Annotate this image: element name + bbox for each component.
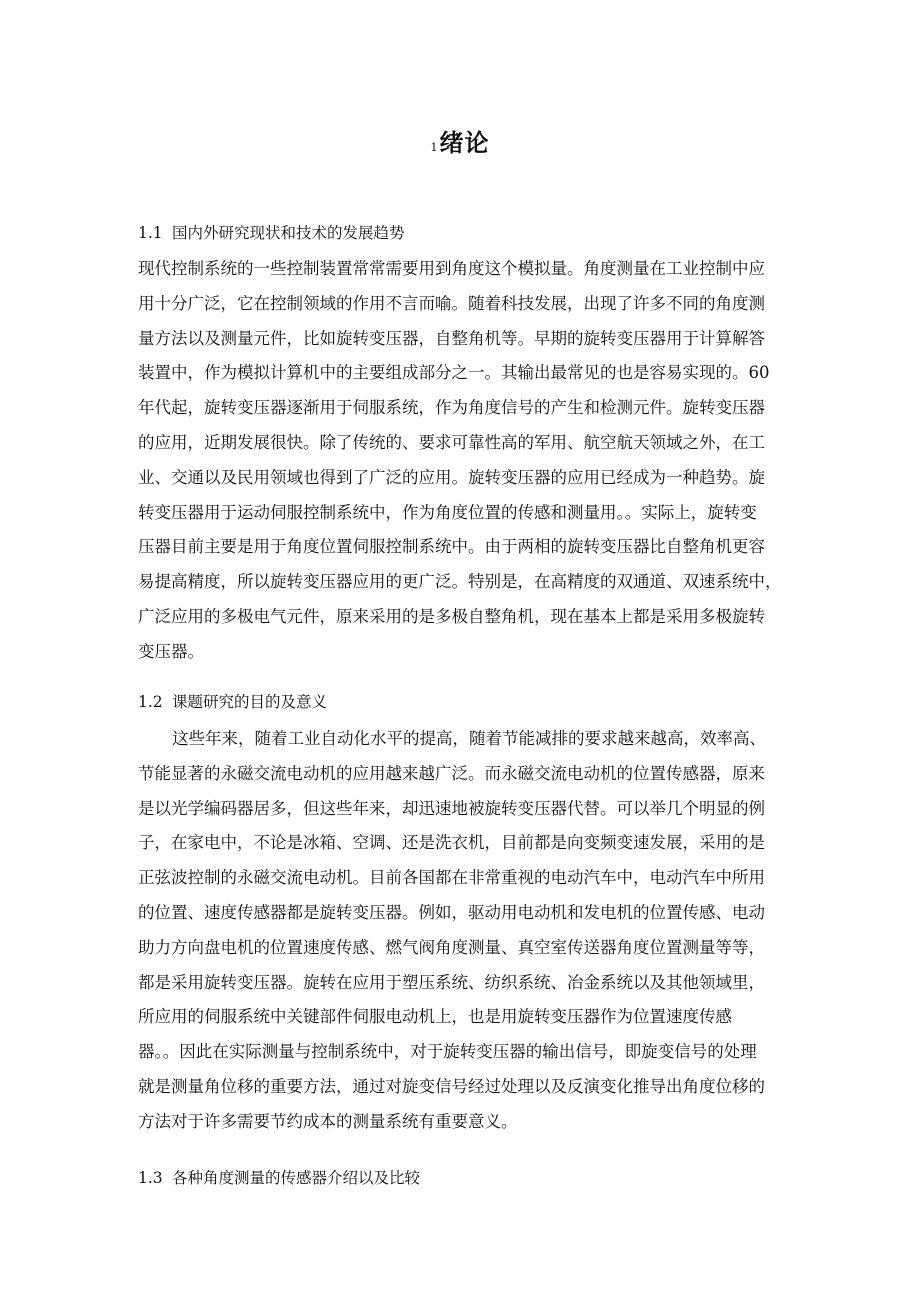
- paragraph-line: 这些年来，随着工业自动化水平的提高，随着节能减排的要求越来越高，效率高、: [172, 729, 766, 748]
- paragraph-1-2: [138, 722, 788, 1140]
- section-heading-1-1: [138, 222, 405, 244]
- paragraph-line: 现代控制系统的一些控制装置常常需要用到角度这个模拟量。角度测量在工业控制中应: [138, 259, 765, 278]
- paragraph-line: 年代起，旋转变压器逐渐用于伺服系统，作为角度信号的产生和检测元件。旋转变压器: [138, 398, 765, 418]
- paragraph-line: 压器目前主要是用于角度位置伺服控制系统中。由于两相的旋转变压器比自整角机更容: [138, 537, 765, 557]
- paragraph-line: 量方法以及测量元件，比如旋转变压器，自整角机等。早期的旋转变压器用于计算解答: [138, 328, 765, 348]
- paragraph-line: 用十分广泛，它在控制领域的作用不言而喻。随着科技发展，出现了许多不同的角度测: [138, 293, 765, 313]
- paragraph-line: 的应用，近期发展很快。除了传统的、要求可靠性高的军用、航空航天领域之外，在工: [138, 432, 765, 452]
- paragraph-line: 是以光学编码器居多，但这些年来，却迅速地被旋转变压器代替。可以举几个明显的例: [138, 798, 765, 818]
- section-heading-1-3: [138, 1167, 420, 1189]
- chapter-title: [0, 126, 920, 165]
- paragraph-line: 广泛应用的多极电气元件，原来采用的是多极自整角机，现在基本上都是采用多极旋转: [138, 606, 765, 626]
- paragraph-line: 就是测量角位移的重要方法，通过对旋变信号经过处理以及反演变化推导出角度位移的: [138, 1076, 765, 1096]
- paragraph-line: 转变压器用于运动伺服控制系统中，作为角度位置的传感和测量用。。实际上，旋转变: [138, 502, 757, 522]
- section-number: 1.1: [138, 224, 163, 242]
- section-number: 1.2: [138, 693, 163, 711]
- section-heading-1-2: [138, 691, 327, 713]
- section-heading-text: 国内外研究现状和技术的发展趋势: [172, 224, 405, 242]
- paragraph-line: 业、交通以及民用领域也得到了广泛的应用。旋转变压器的应用已经成为一种趋势。旋: [138, 467, 765, 487]
- paragraph-line: 装置中，作为模拟计算机中的主要组成部分之一。其输出最常见的也是容易实现的。60: [138, 363, 770, 383]
- paragraph-line: 节能显著的永磁交流电动机的应用越来越广泛。而永磁交流电动机的位置传感器，原来: [138, 763, 765, 783]
- paragraph-1-1: [138, 252, 788, 670]
- section-heading-text: 课题研究的目的及意义: [172, 693, 328, 711]
- paragraph-line: 所应用的伺服系统中关键部件伺服电动机上，也是用旋转变压器作为位置速度传感: [138, 1007, 732, 1027]
- section-number: 1.3: [138, 1169, 163, 1187]
- paragraph-line: 助力方向盘电机的位置速度传感、燃气阀角度测量、真空室传送器角度位置测量等等，: [138, 937, 765, 957]
- paragraph-line: 易提高精度，所以旋转变压器应用的更广泛。特别是，在高精度的双通道、双速系统中，: [138, 572, 782, 592]
- section-heading-text: 各种角度测量的传感器介绍以及比较: [172, 1169, 421, 1187]
- paragraph-line: 器。。因此在实际测量与控制系统中，对于旋转变压器的输出信号，即旋变信号的处理: [138, 1042, 757, 1062]
- chapter-number: 1: [430, 141, 439, 154]
- chapter-title-text: 绪论: [439, 128, 490, 157]
- paragraph-line: 的位置、速度传感器都是旋转变压器。例如，驱动用电动机和发电机的位置传感、电动: [138, 902, 765, 922]
- paragraph-line: 变压器。: [138, 641, 204, 661]
- paragraph-line: 正弦波控制的永磁交流电动机。目前各国都在非常重视的电动汽车中，电动汽车中所用: [138, 868, 765, 888]
- paragraph-line: 子，在家电中，不论是冰箱、空调、还是洗衣机，目前都是向变频变速发展，采用的是: [138, 833, 765, 853]
- paragraph-line: 方法对于许多需要节约成本的测量系统有重要意义。: [138, 1111, 518, 1131]
- paragraph-line: 都是采用旋转变压器。旋转在应用于塑压系统、纺织系统、冶金系统以及其他领域里，: [138, 972, 765, 992]
